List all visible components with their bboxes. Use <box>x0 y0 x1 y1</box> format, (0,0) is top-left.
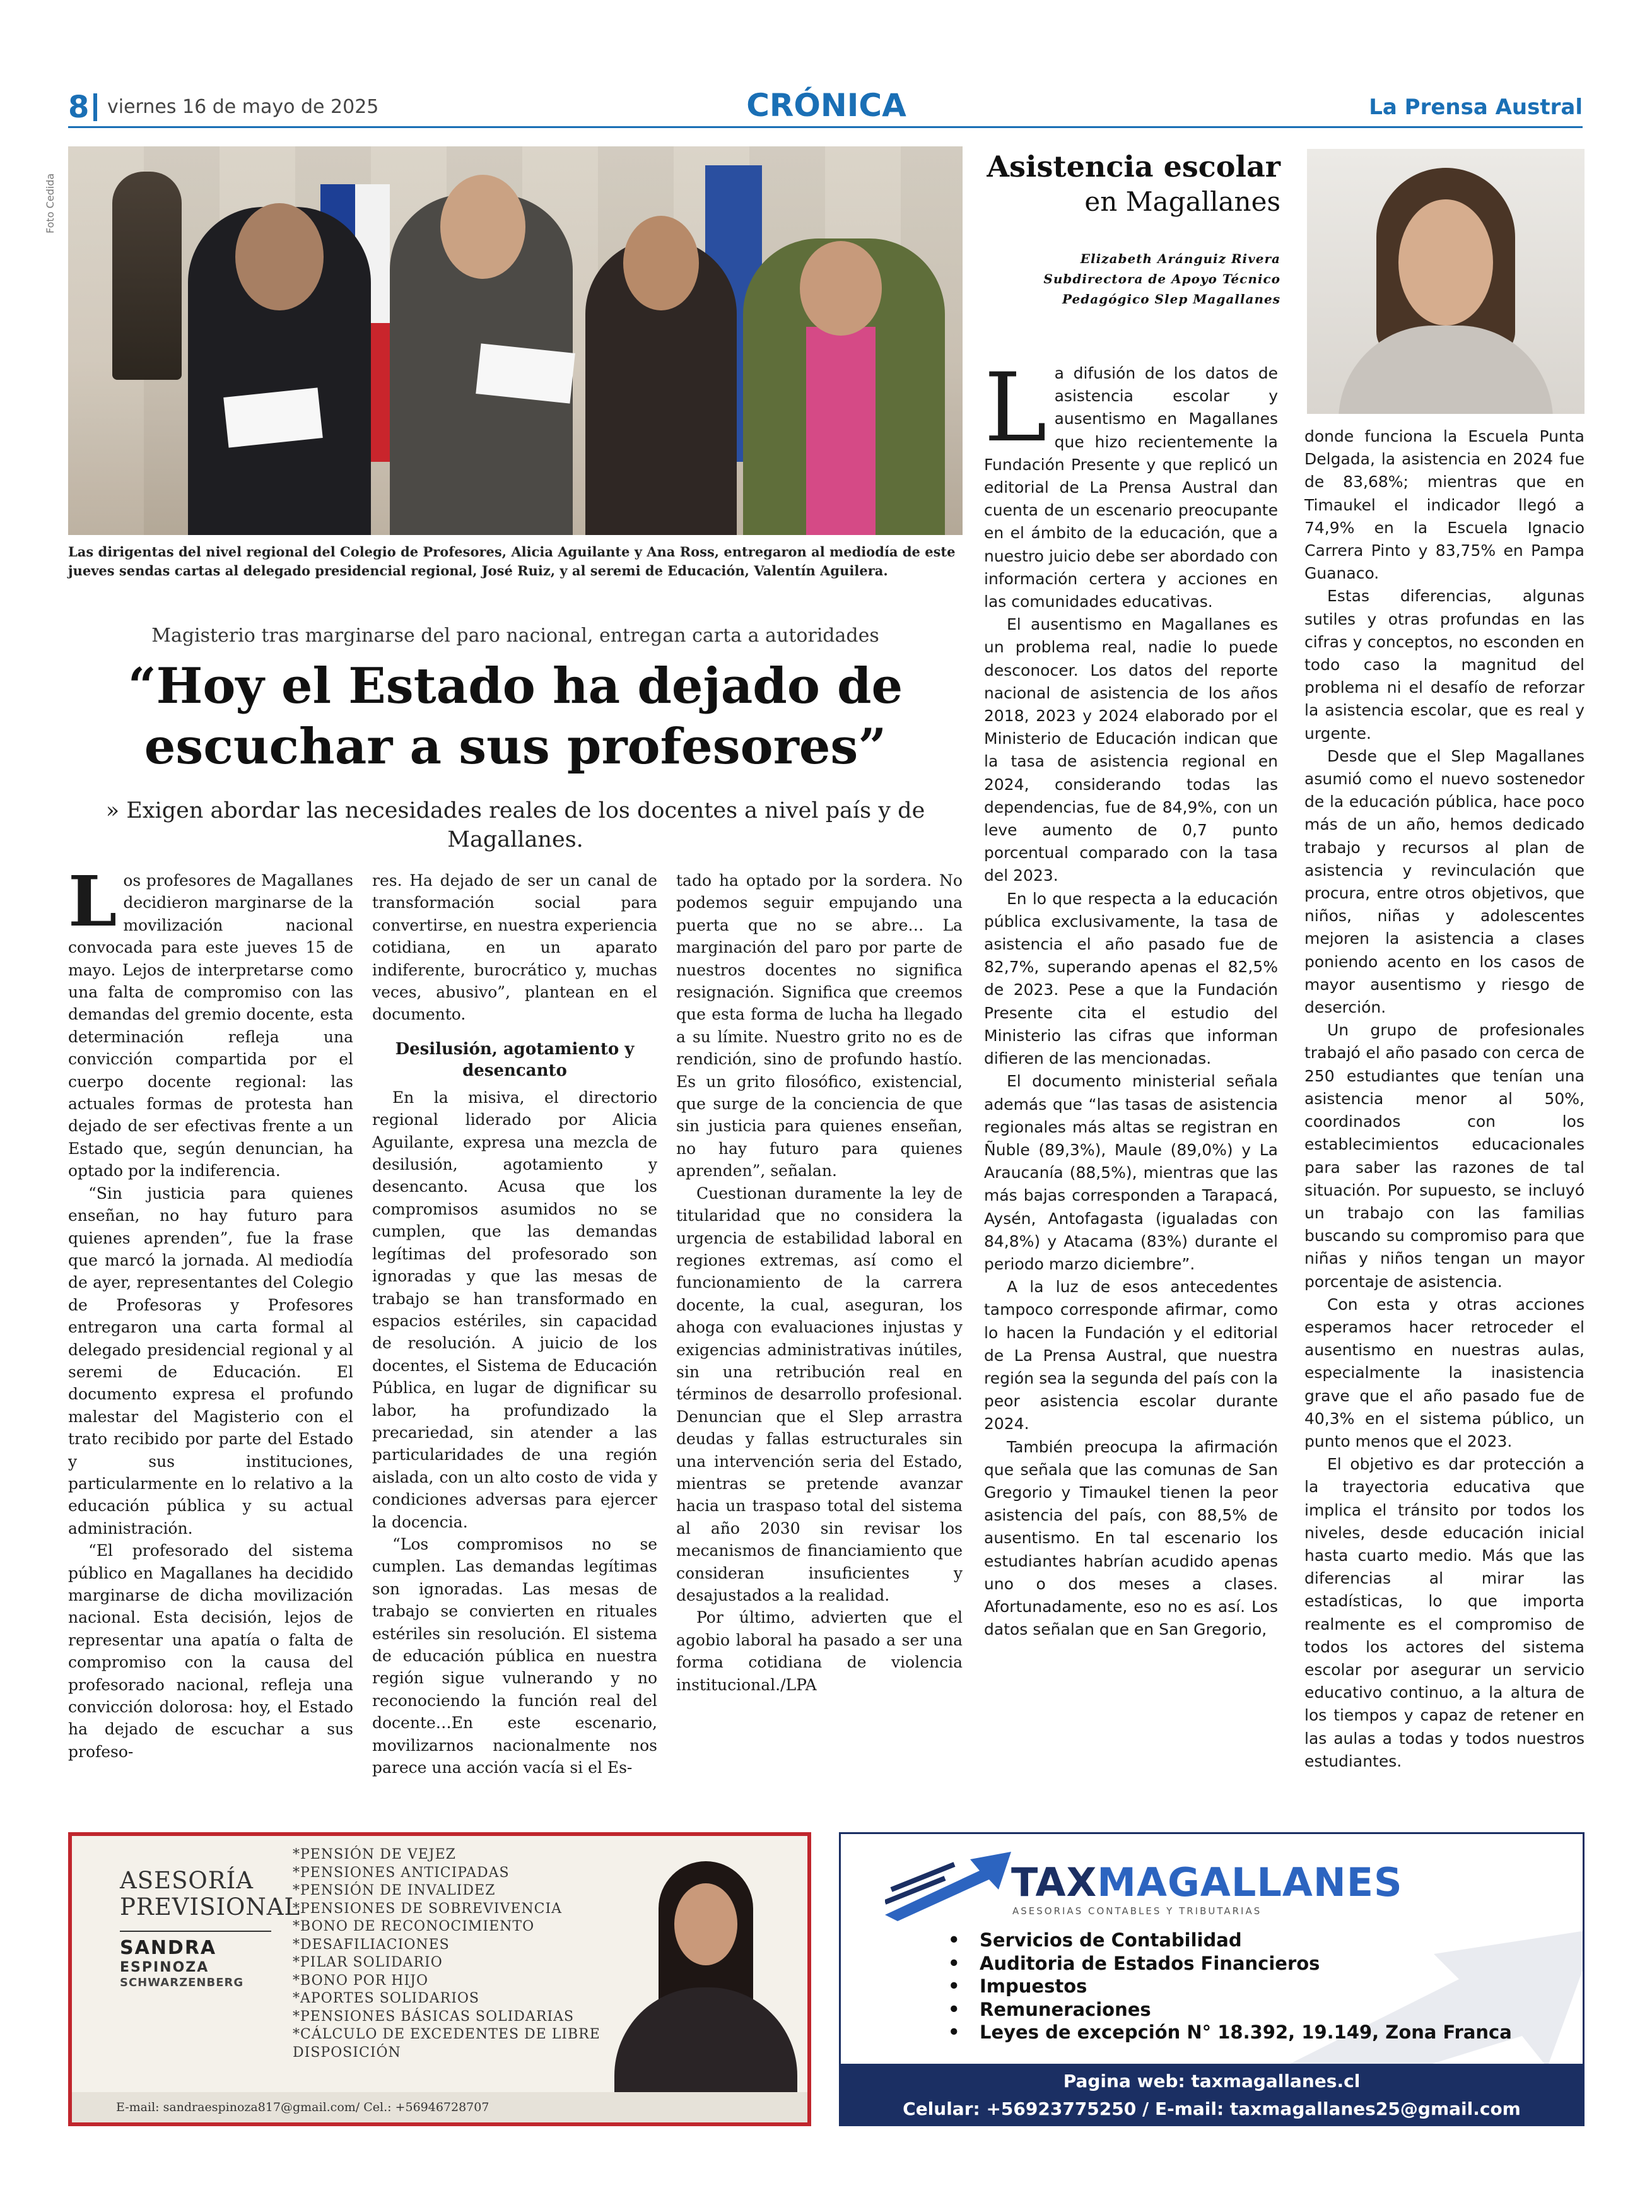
author-portrait <box>1307 149 1585 414</box>
opinion-paragraph: Con esta y otras acciones esperamos hacer retroceder el ausentismo en nuestras aulas, especialmente la inasistencia grave que el año pasado fue de 40,3% en el sistema público, un punto menos que el 2023. <box>1304 1295 1585 1450</box>
newspaper-brand: La Prensa Austral <box>1369 95 1583 120</box>
tax-tagline: ASESORIAS CONTABLES Y TRIBUTARIAS <box>1012 1905 1262 1917</box>
summary-text: Exigen abordar las necesidades reales de los docentes a nivel país y de Magallanes. <box>126 798 925 852</box>
author-role: Subdirectora de Apoyo Técnico <box>1043 271 1280 286</box>
author-role: Pedagógico Slep Magallanes <box>1062 291 1280 307</box>
article-paragraph: “El profesorado del sistema público en Magallanes ha decidido marginarse de dicha movilización nacional. Esta decisión, lejos de representar una apatía o falta de compromiso con la causa del profesorado nacional, refleja una convicción dolorosa: hoy, el Estado ha dejado de escuchar a sus profeso- <box>68 1541 353 1761</box>
article-paragraph: En la misiva, el directorio regional liderado por Alicia Aguilante, expresa una mezcla de desilusión, agotamiento y desencanto. Acusa que los compromisos asumidos no se cumplen, que las demandas legítimas del profesorado son ignoradas y que las mesas de trabajo se han transformado en espacios estériles, sin capacidad de resolución. A juicio de los docentes, el Sistema de Educación Pública, en lugar de dignificar su labor, ha profundizado la precariedad, sin atender a las particularidades de una región aislada, con un alto costo de vida y condiciones adversas para ejercer la docencia. <box>372 1088 657 1531</box>
opinion-paragraph: Estas diferencias, algunas sutiles y otras profundas en las cifras y conceptos, no esconden en todo caso la magnitud del problema ni el desafío de reforzar la asistencia escolar, que es real y urgente. <box>1304 587 1585 743</box>
tax-brand: TAXMAGALLANES <box>1011 1859 1403 1905</box>
opinion-subtitle: en Magallanes <box>1084 186 1280 217</box>
article-paragraph: Por último, advierten que el agobio laboral ha pasado a ser una forma cotidiana de violencia institucional./LPA <box>676 1608 963 1694</box>
article-column-2 <box>372 869 657 1779</box>
article-paragraph-continued: res. Ha dejado de ser un canal de transformación social para convertirse, en nuestra experiencia cotidiana, en un aparato indiferente, burocrático y, muchas veces, abusivo”, plantean en el documento. <box>372 871 657 1024</box>
article-paragraph: “Los compromisos no se cumplen. Las demandas legítimas son ignoradas. Las mesas de trabajo se convierten en rituales estériles sin resolución. El sistema de educación pública en nuestra región sigue vulnerando y no reconociendo la función real del docente…En este escenario, movilizarnos nacionalmente nos parece una acción vacía si el Es- <box>372 1534 657 1777</box>
opinion-paragraph: También preocupa la afirmación que señala que las comunas de San Gregorio y Timaukel tienen la peor asistencia del país, con 88,5% de ausentismo. En tal escenario los estudiantes habrían acudido apenas uno o dos meses a clases. Afortunadamente, eso no es así. Los datos señalan que en San Gregorio, <box>984 1437 1278 1639</box>
opinion-title: Asistencia escolar <box>987 150 1280 184</box>
article-kicker: Magisterio tras marginarse del paro nacional, entregan carta a autoridades <box>151 625 879 647</box>
opinion-paragraph: El documento ministerial señala además que “las tasas de asistencia regionales más altas se registran en Ñuble (89,3%), Maule (89,0%) y La Araucanía (88,5%), mientras que las más bajas corresponden a Tarapacá, Aysén, Antofagasta (igualadas con 84,8%) y Atacama (83%) durante el periodo marzo diciembre”. <box>984 1072 1278 1273</box>
photo-credit: Foto Cedida <box>44 173 56 233</box>
tax-website: Pagina web: taxmagallanes.cl <box>1063 2071 1361 2091</box>
article-paragraph: Cuestionan duramente la ley de titularidad que no considera la urgencia de estabilidad laboral en regiones extremas, así como el funcionamiento de la carrera docente, la cual, aseguran, los ahoga con evaluaciones injustas y exigencias administrativas inútiles, sin una retribución real en términos de desarrollo profesional. Denuncian que el Slep arrastra deudas y fallas estructurales sin una intervención seria del Estado, mientras se pretende avanzar hacia un traspaso total del sistema al año 2030 sin revisar los mecanismos de financiamiento que consideran insuficientes y desajustados a la realidad. <box>676 1184 963 1604</box>
opinion-paragraph: El ausentismo en Magallanes es un problema real, nadie lo puede desconocer. Los datos del reporte nacional de asistencia de los años 2018, 2023 y 2024 elaborado por el Ministerio de Educación indican que la tasa de asistencia regional en 2024, considerando todas las dependencias, fue de 84,9%, con un leve aumento de 0,7 punto porcentual comparado con la tasa del 2023. <box>984 615 1278 885</box>
opinion-paragraph: En lo que respecta a la educación pública exclusivamente, la tasa de asistencia el año pasado fue de 82,7%, superando apenas el 82,5% de 2023. Pese a que la Fundación Presente cita el estudio del Ministerio las cifras que informan difieren de las mencionadas. <box>984 889 1278 1068</box>
opinion-column-2 <box>1304 425 1585 1773</box>
section-name: CRÓNICA <box>746 87 906 124</box>
advisor-surname: ESPINOZA <box>120 1960 209 1975</box>
summary-marker: » <box>105 798 120 823</box>
page-number-divider <box>93 93 97 121</box>
article-paragraph: “Sin justicia para quienes enseñan, no hay futuro para quienes aprenden”, fue la frase que marcó la jornada. Al mediodía de ayer, representantes del Colegio de Profesoras y Profesores entregaron una carta formal al delegado presidencial regional y al seremi de Educación. El documento expresa el profundo malestar del Magisterio con el trato recibido por parte del Estado y sus instituciones, particularmente en lo relativo a la educación pública y su actual administración. <box>68 1184 353 1538</box>
opinion-paragraph: El objetivo es dar protección a la trayectoria educativa que implica el tránsito por todos los niveles, desde educación inicial hasta cuarto medio. Más que las diferencias al mirar las estadísticas, lo que importa realmente es el compromiso de todos los actores del sistema escolar por asegurar un servicio educativo continuo, a la altura de los tiempos y capaz de retener en las aulas a todas y todos nuestros estudiantes. <box>1304 1455 1585 1770</box>
list-item: *PENSIÓN DE VEJEZ <box>293 1847 456 1862</box>
article-headline: “Hoy el Estado ha dejado de escuchar a sus profesores” <box>127 657 903 775</box>
list-item: *PILAR SOLIDARIO <box>293 1955 443 1970</box>
arrow-logo-icon <box>885 1852 1030 1921</box>
opinion-author <box>984 249 1280 309</box>
news-photo <box>68 146 963 535</box>
list-item: *APORTES SOLIDARIOS <box>293 1991 479 2006</box>
opinion-dropcap: L <box>984 353 1047 463</box>
list-item: • Servicios de Contabilidad <box>980 1929 1512 1952</box>
tax-services-list <box>980 1929 1512 2044</box>
advisor-portrait <box>602 1861 804 2101</box>
author-name: Elizabeth Aránguiz Rivera <box>1080 251 1280 266</box>
advisor-name: SANDRA <box>120 1937 217 1959</box>
ad-tax-magallanes <box>839 1832 1585 2126</box>
list-item: *CÁLCULO DE EXCEDENTES DE LIBRE DISPOSICIÓN <box>293 2027 600 2061</box>
opinion-paragraph: Desde que el Slep Magallanes asumió como el nuevo sostenedor de la educación pública, hace poco más de un año, hemos dedicado trabajo y recursos al plan de asistencia y revinculación que procura, entre otros objetivos, que niños, niñas y adolescentes mejoren la asistencia a clases poniendo acento en los casos de mayor ausentismo y riesgo de deserción. <box>1304 746 1585 1017</box>
article-first-paragraph: Los profesores de Magallanes decidieron marginarse de la movilización nacional convocada para este jueves 15 de mayo. Lejos de interpretarse como una falta de compromiso con las demandas del gremio docente, esta determinación refleja una convicción compartida por el cuerpo docente regional: las actuales formas de protesta han dejado de ser efectivas frente a un Estado que, según denuncian, ha optado por la indiferencia. <box>68 861 353 1180</box>
ad-title-rule <box>120 1931 271 1932</box>
photo-caption: Las dirigentas del nivel regional del Colegio de Profesores, Alicia Aguilante y Ana Ross, entregaron al mediodía de este jueves sendas cartas al delegado presidencial regional, José Ruiz, y al seremi de Educación, Valentín Aguilera. <box>68 544 956 579</box>
list-item: • Impuestos <box>980 1975 1512 1998</box>
list-item: *DESAFILIACIONES <box>293 1936 450 1953</box>
ad-contact: E-mail: sandraespinoza817@gmail.com/ Cel.: +56946728707 <box>72 2092 807 2122</box>
list-item: *PENSIONES DE SOBREVIVENCIA <box>293 1900 563 1917</box>
article-column-3 <box>676 869 963 1696</box>
ad-asesoria-previsional <box>68 1832 811 2126</box>
article-summary <box>68 796 963 854</box>
list-item: *BONO POR HIJO <box>293 1972 429 1989</box>
article-dropcap: L <box>68 861 117 942</box>
ad-title: ASESORÍA PREVISIONAL <box>120 1867 301 1921</box>
issue-date: viernes 16 de mayo de 2025 <box>107 96 379 118</box>
tax-contact-bar <box>841 2064 1583 2124</box>
list-item: • Leyes de excepción N° 18.392, 19.149, Zona Franca <box>980 2021 1512 2044</box>
opinion-paragraph: A la luz de esos antecedentes tampoco corresponde afirmar, como lo hacen la Fundación y el editorial de La Prensa Austral, que nuestra región sea la segunda del país con la peor asistencia escolar durante 2024. <box>984 1278 1278 1433</box>
article-paragraph-continued: tado ha optado por la sordera. No podemos seguir empujando una puerta que no se abre… La marginación del paro por parte de nuestros docentes no significa resignación. Significa que creemos que esta forma de lucha ha llegado a su límite. Nuestro grito no es de rendición, sino de profundo hastío. Es un grito filosófico, existencial, que surge de la conciencia de que sin justicia para quienes enseñan, no hay futuro para quienes aprenden”, señalan. <box>676 871 963 1180</box>
page-number: 8 <box>68 90 90 125</box>
opinion-first-paragraph: La difusión de los datos de asistencia escolar y ausentismo en Magallanes que hizo recientemente la Fundación Presente y que replicó un editorial de La Prensa Austral dan cuenta de un escenario preocupante en el ámbito de la educación, que a nuestro juicio debe ser abordado con información certera y acciones en las comunidades educativas. <box>984 353 1278 611</box>
article-column-1 <box>68 861 353 1763</box>
statue-shape <box>112 172 182 380</box>
advisor-surname: SCHWARZENBERG <box>120 1976 244 1989</box>
ad-services-list <box>293 1846 621 2062</box>
opinion-column-1 <box>984 353 1278 1641</box>
list-item: *PENSIÓN DE INVALIDEZ <box>293 1883 496 1898</box>
article-subhead: Desilusión, agotamiento y desencanto <box>395 1039 635 1080</box>
tax-contact: Celular: +56923775250 / E-mail: taxmagallanes25@gmail.com <box>903 2098 1521 2119</box>
list-item: *BONO DE RECONOCIMIENTO <box>293 1919 535 1934</box>
opinion-paragraph: Un grupo de profesionales trabajó el año pasado con cerca de 250 estudiantes que tenían una asistencia menor al 50%, coordinados con los establecimientos educacionales para saber las razones de tal situación. Por supuesto, se incluyó un trabajo con las familias buscando su compromiso para que niñas y niños tengan un mayor porcentaje de asistencia. <box>1304 1021 1585 1291</box>
list-item: • Auditoria de Estados Financieros <box>980 1952 1512 1975</box>
list-item: • Remuneraciones <box>980 1998 1512 2021</box>
list-item: *PENSIONES ANTICIPADAS <box>293 1864 510 1881</box>
header-rule <box>68 126 1583 128</box>
opinion-paragraph-continued: donde funciona la Escuela Punta Delgada, la asistencia en 2024 fue de 83,68%; mientras que en Timaukel el indicador llegó a 74,9% en la Escuela Ignacio Carrera Pinto y 83,75% en Pampa Guanaco. <box>1304 427 1585 583</box>
list-item: *PENSIONES BÁSICAS SOLIDARIAS <box>293 2008 575 2025</box>
